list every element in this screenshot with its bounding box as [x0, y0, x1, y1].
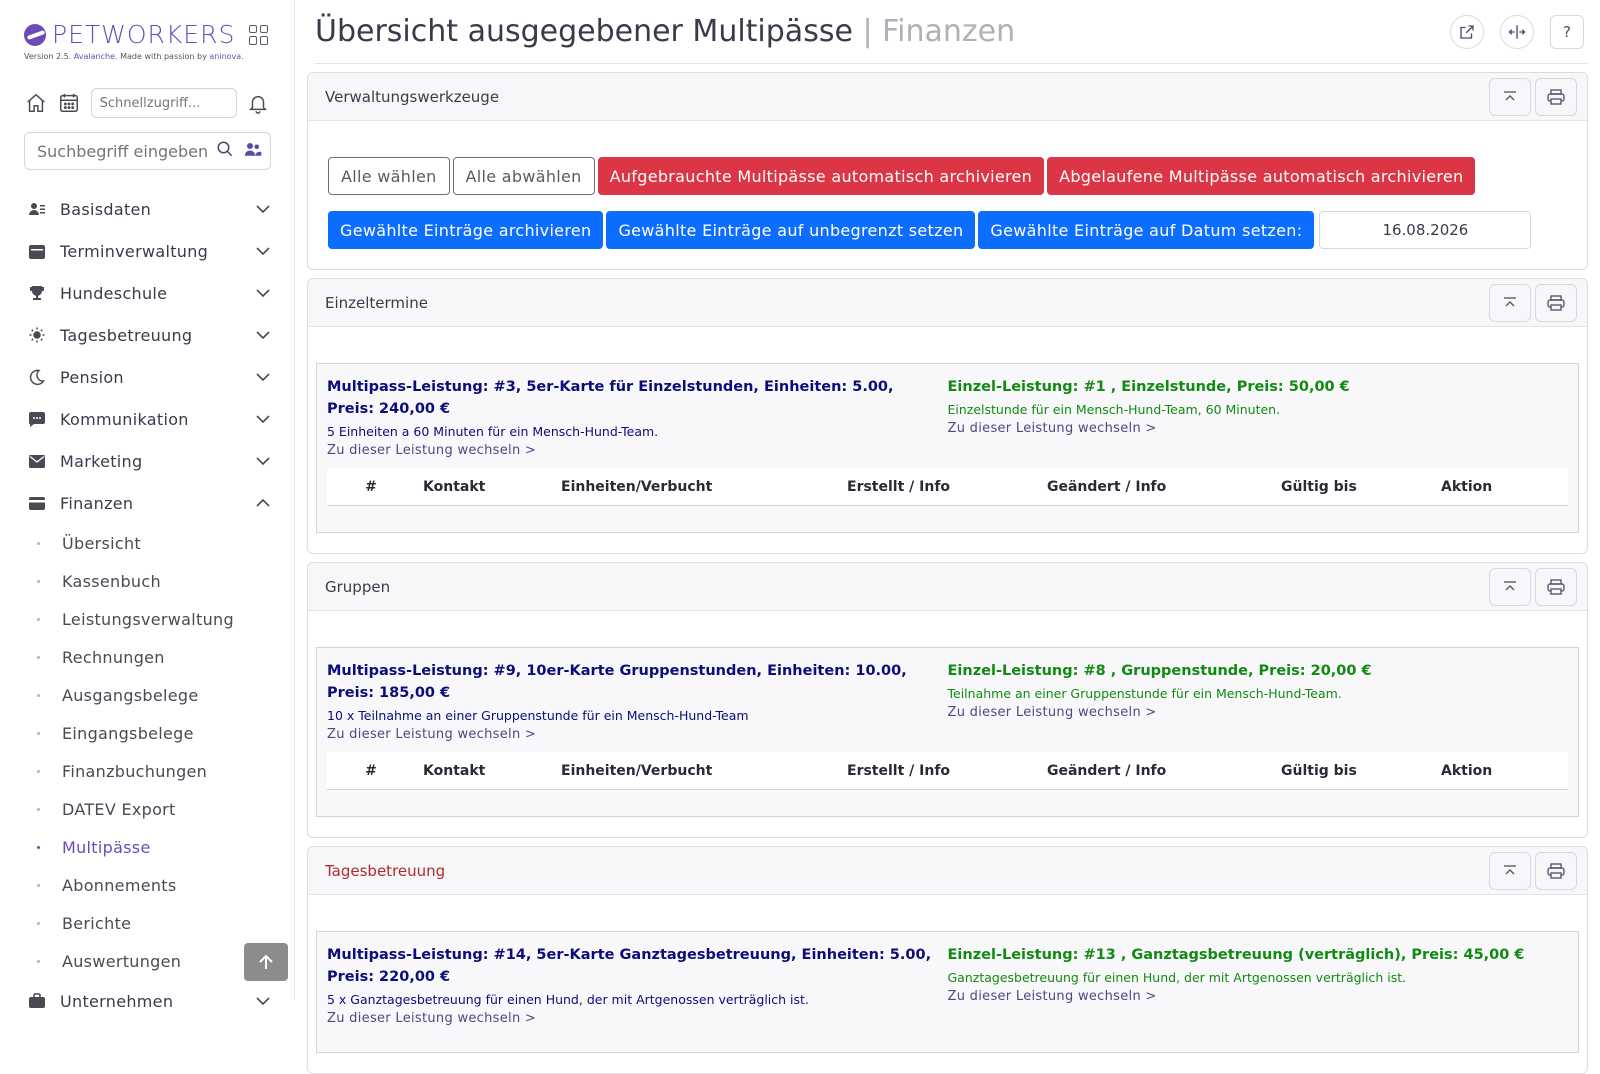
- nav-label: Marketing: [60, 451, 143, 471]
- sun-icon: [28, 327, 46, 343]
- nav-label: Unternehmen: [60, 991, 174, 1011]
- main-content: [295, 0, 1600, 1026]
- collapse-up-icon: [1503, 865, 1517, 877]
- panel-title: Gruppen: [325, 577, 391, 596]
- section-tagesbetreuung: [307, 846, 1588, 1074]
- print-button[interactable]: [1535, 284, 1577, 322]
- col-number[interactable]: #: [365, 762, 377, 779]
- briefcase-icon: [28, 993, 46, 1009]
- panel-title: Verwaltungswerkzeuge: [325, 87, 500, 106]
- set-date-button[interactable]: Gewählte Einträge auf Datum setzen:: [978, 211, 1314, 249]
- single-link[interactable]: Zu dieser Leistung wechseln >: [947, 421, 1157, 436]
- multipass-service: [327, 376, 948, 458]
- col-action[interactable]: Aktion: [1441, 762, 1493, 779]
- multipass-description: 5 x Ganztagesbetreuung für einen Hund, der mit Artgenossen verträglich ist.: [327, 992, 809, 1007]
- sidebar-item-eingangsbelege[interactable]: [0, 714, 294, 752]
- credit-card-icon: [28, 495, 46, 511]
- col-valid-until[interactable]: Gültig bis: [1281, 762, 1357, 779]
- nav-label: Terminverwaltung: [60, 241, 209, 261]
- chevron-down-icon: [256, 286, 270, 300]
- nav-terminverwaltung[interactable]: [0, 230, 294, 272]
- collapse-button[interactable]: [1489, 78, 1531, 116]
- single-service: [948, 944, 1569, 1026]
- col-changed[interactable]: Geändert / Info: [1047, 478, 1167, 495]
- select-all-button[interactable]: Alle wählen: [328, 157, 450, 195]
- chat-icon: [28, 411, 46, 427]
- table-header: [327, 752, 1568, 790]
- col-changed[interactable]: Geändert / Info: [1047, 762, 1167, 779]
- sidebar: [0, 0, 295, 1011]
- chevron-down-icon: [256, 994, 270, 1008]
- col-contact[interactable]: Kontakt: [423, 762, 486, 779]
- page-title: Übersicht ausgegebener Multipässe | Finanzen: [315, 14, 1016, 49]
- printer-icon: [1547, 89, 1565, 105]
- service-card: [316, 363, 1579, 533]
- search-input[interactable]: [37, 142, 207, 161]
- single-title: Einzel-Leistung: #1 , Einzelstunde, Preis: 50,00 €: [947, 379, 1350, 395]
- sidebar-item-abonnements[interactable]: [0, 866, 294, 904]
- col-action[interactable]: Aktion: [1441, 478, 1493, 495]
- chevron-down-icon: [256, 370, 270, 384]
- sidebar-item-berichte[interactable]: [0, 904, 294, 942]
- external-link-icon: [1458, 23, 1476, 41]
- nav-label: Kommunikation: [60, 409, 189, 429]
- printer-icon: [1547, 295, 1565, 311]
- sidebar-item-rechnungen[interactable]: [0, 638, 294, 676]
- col-units[interactable]: Einheiten/Verbucht: [561, 762, 713, 779]
- set-unlimited-button[interactable]: Gewählte Einträge auf unbegrenzt setzen: [606, 211, 975, 249]
- expand-horizontal-icon: [1507, 23, 1527, 41]
- col-contact[interactable]: Kontakt: [423, 478, 486, 495]
- date-field[interactable]: 16.08.2026: [1319, 211, 1531, 249]
- expand-width-button[interactable]: [1500, 15, 1534, 49]
- collapse-button[interactable]: [1489, 852, 1531, 890]
- collapse-up-icon: [1503, 91, 1517, 103]
- col-valid-until[interactable]: Gültig bis: [1281, 478, 1357, 495]
- sub-label: Übersicht: [62, 533, 141, 553]
- multipass-service: [327, 660, 948, 742]
- single-service: [948, 376, 1569, 458]
- col-created[interactable]: Erstellt / Info: [847, 762, 951, 779]
- collapse-up-icon: [1503, 297, 1517, 309]
- nav-finanzen[interactable]: [0, 482, 294, 524]
- service-card: [316, 647, 1579, 817]
- panel-title: Einzeltermine: [325, 293, 428, 312]
- users-icon[interactable]: [244, 140, 262, 162]
- section-gruppen: [307, 562, 1588, 838]
- help-button[interactable]: ?: [1550, 15, 1584, 49]
- sidebar-item-datev-export[interactable]: [0, 790, 294, 828]
- chevron-up-icon: [256, 496, 270, 510]
- multipass-title: Multipass-Leistung: #3, 5er-Karte für Einzelstunden, Einheiten: 5.00, Preis: 240,00 €: [327, 379, 894, 417]
- sub-label: DATEV Export: [62, 799, 176, 819]
- sub-label: Berichte: [62, 913, 132, 933]
- chevron-down-icon: [256, 454, 270, 468]
- sub-label: Rechnungen: [62, 647, 165, 667]
- tools-panel: [307, 72, 1588, 270]
- nav-hundeschule[interactable]: [0, 272, 294, 314]
- contacts-icon: [28, 201, 46, 217]
- chevron-down-icon: [256, 202, 270, 216]
- sub-label: Finanzbuchungen: [62, 761, 208, 781]
- printer-icon: [1547, 863, 1565, 879]
- single-description: Ganztagesbetreuung für einen Hund, der mit Artgenossen verträglich ist.: [947, 970, 1407, 985]
- logo-text[interactable]: PETWORKERS: [52, 20, 236, 49]
- sidebar-item-kassenbuch[interactable]: [0, 562, 294, 600]
- nav-label: Finanzen: [60, 493, 134, 513]
- collapse-button[interactable]: [1489, 568, 1531, 606]
- multipass-link[interactable]: Zu dieser Leistung wechseln >: [327, 443, 537, 458]
- sub-label: Eingangsbelege: [62, 723, 194, 743]
- sub-label: Abonnements: [62, 875, 177, 895]
- nav-basisdaten[interactable]: [0, 188, 294, 230]
- sidebar-item-multipaesse[interactable]: [0, 828, 294, 866]
- single-description: Teilnahme an einer Gruppenstunde für ein Mensch-Hund-Team.: [947, 686, 1342, 701]
- sub-label: Kassenbuch: [62, 571, 161, 591]
- quick-access-input[interactable]: [91, 88, 237, 118]
- nav-label: Pension: [60, 367, 124, 387]
- sub-label: Multipässe: [62, 837, 151, 857]
- page-header: [315, 0, 1588, 64]
- nav-tagesbetreuung[interactable]: [0, 314, 294, 356]
- trophy-icon: [28, 285, 46, 301]
- search-icon[interactable]: [216, 140, 234, 162]
- moon-icon: [28, 369, 46, 385]
- col-number[interactable]: #: [365, 478, 377, 495]
- scroll-to-top-button[interactable]: [244, 943, 288, 981]
- sidebar-item-uebersicht[interactable]: [0, 524, 294, 562]
- multipass-description: 10 x Teilnahme an einer Gruppenstunde für ein Mensch-Hund-Team: [327, 708, 749, 723]
- single-link[interactable]: Zu dieser Leistung wechseln >: [947, 989, 1157, 1004]
- col-created[interactable]: Erstellt / Info: [847, 478, 951, 495]
- chevron-down-icon: [256, 328, 270, 342]
- single-service: [948, 660, 1569, 742]
- col-units[interactable]: Einheiten/Verbucht: [561, 478, 713, 495]
- sub-label: Auswertungen: [62, 951, 182, 971]
- version-text: Version 2.5. Avalanche. Made with passion by aninova.: [24, 52, 244, 61]
- bell-icon[interactable]: [247, 91, 270, 115]
- nav-label: Tagesbetreuung: [60, 325, 193, 345]
- home-icon[interactable]: [24, 91, 47, 115]
- multipass-link[interactable]: Zu dieser Leistung wechseln >: [327, 727, 537, 742]
- sub-label: Ausgangsbelege: [62, 685, 199, 705]
- collapse-button[interactable]: [1489, 284, 1531, 322]
- table-header: [327, 468, 1568, 506]
- collapse-up-icon: [1503, 581, 1517, 593]
- service-card: [316, 931, 1579, 1053]
- nav-unternehmen[interactable]: [0, 980, 294, 1022]
- section-einzeltermine: [307, 278, 1588, 554]
- chevron-down-icon: [256, 244, 270, 258]
- multipass-title: Multipass-Leistung: #9, 10er-Karte Gruppenstunden, Einheiten: 10.00, Preis: 185,00 €: [327, 663, 907, 701]
- multipass-link[interactable]: Zu dieser Leistung wechseln >: [327, 1011, 537, 1026]
- nav-kommunikation[interactable]: [0, 398, 294, 440]
- single-title: Einzel-Leistung: #13 , Ganztagsbetreuung (verträglich), Preis: 45,00 €: [947, 947, 1525, 963]
- nav-marketing[interactable]: [0, 440, 294, 482]
- print-button[interactable]: [1535, 568, 1577, 606]
- search-box: [24, 132, 271, 170]
- print-button[interactable]: [1535, 852, 1577, 890]
- printer-icon: [1547, 579, 1565, 595]
- sidebar-item-ausgangsbelege[interactable]: [0, 676, 294, 714]
- archive-used-button[interactable]: Aufgebrauchte Multipässe automatisch archivieren: [598, 157, 1044, 195]
- arrow-up-icon: [257, 953, 275, 971]
- multipass-title: Multipass-Leistung: #14, 5er-Karte Ganztagesbetreuung, Einheiten: 5.00, Preis: 220,00 €: [327, 947, 932, 985]
- single-title: Einzel-Leistung: #8 , Gruppenstunde, Preis: 20,00 €: [947, 663, 1372, 679]
- deselect-all-button[interactable]: Alle abwählen: [453, 157, 595, 195]
- calendar-icon[interactable]: [57, 91, 80, 115]
- envelope-icon: [28, 453, 46, 469]
- sub-label: Leistungsverwaltung: [62, 609, 234, 629]
- single-link[interactable]: Zu dieser Leistung wechseln >: [947, 705, 1157, 720]
- calendar-filled-icon: [28, 243, 46, 259]
- single-description: Einzelstunde für ein Mensch-Hund-Team, 60 Minuten.: [947, 402, 1281, 417]
- logo-icon: [24, 24, 46, 46]
- print-button[interactable]: [1535, 78, 1577, 116]
- open-external-button[interactable]: [1450, 15, 1484, 49]
- nav-pension[interactable]: [0, 356, 294, 398]
- nav-label: Hundeschule: [60, 283, 168, 303]
- main-nav: [0, 188, 294, 1022]
- sidebar-item-leistungsverwaltung[interactable]: [0, 600, 294, 638]
- brand: [0, 0, 294, 72]
- multipass-description: 5 Einheiten a 60 Minuten für ein Mensch-Hund-Team.: [327, 424, 659, 439]
- nav-label: Basisdaten: [60, 199, 152, 219]
- archive-selected-button[interactable]: Gewählte Einträge archivieren: [328, 211, 603, 249]
- sidebar-item-finanzbuchungen[interactable]: [0, 752, 294, 790]
- panel-title: Tagesbetreuung: [325, 861, 446, 880]
- apps-grid-icon[interactable]: [249, 25, 269, 45]
- archive-expired-button[interactable]: Abgelaufene Multipässe automatisch archivieren: [1047, 157, 1475, 195]
- chevron-down-icon: [256, 412, 270, 426]
- multipass-service: [327, 944, 948, 1026]
